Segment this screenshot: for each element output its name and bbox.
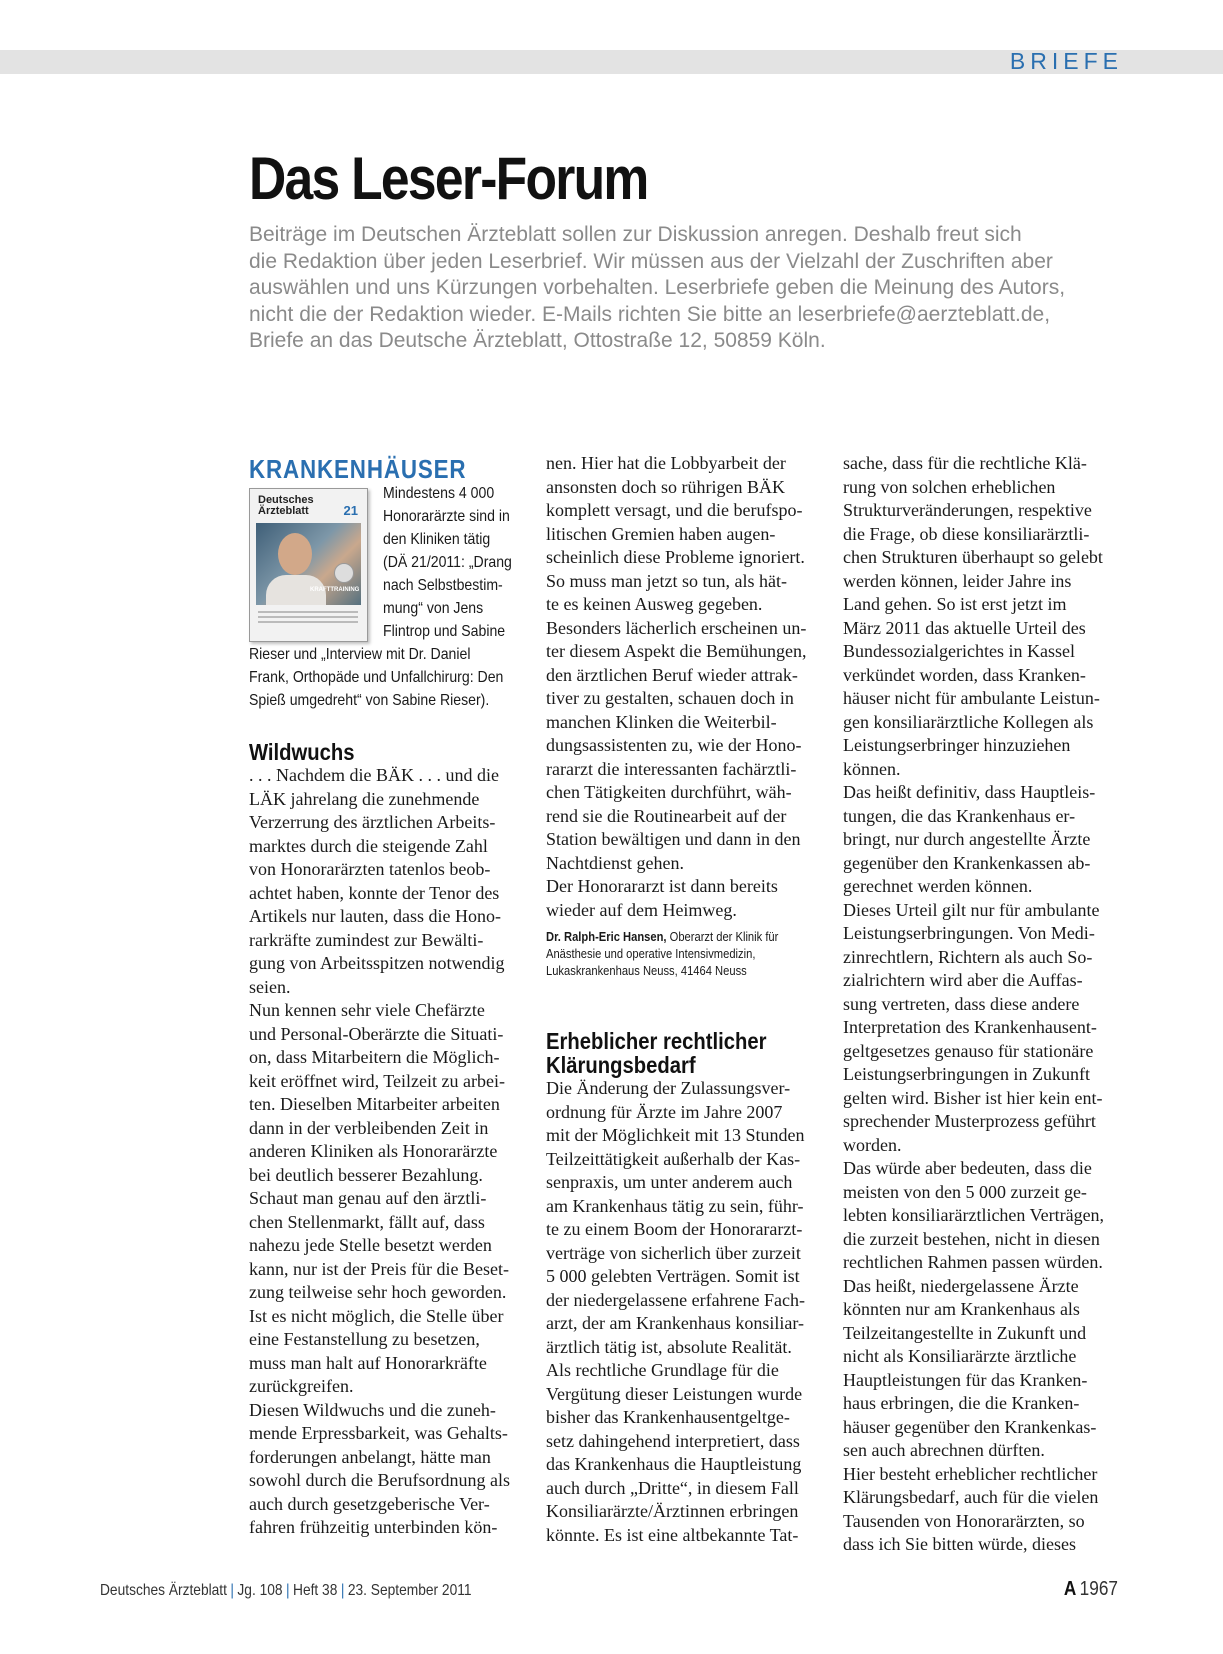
text-line: zialrichtern wird aber die Auffas- xyxy=(843,970,1083,990)
text-line: nahezu jede Stelle besetzt werden xyxy=(249,1235,492,1255)
text-line: Konsiliarärzte/Ärztinnen erbringen xyxy=(546,1501,799,1521)
text-line: mende Erpressbarkeit, was Gehalts- xyxy=(249,1423,508,1443)
page-title: Das Leser-Forum xyxy=(249,145,648,212)
text-line: te es keinen Ausweg gegeben. xyxy=(546,594,763,614)
text-line: achtet haben, konnte der Tenor des xyxy=(249,882,500,903)
text-line: gung von Arbeitsspitzen notwendig xyxy=(249,953,505,973)
cover-issue-number: 21 xyxy=(343,503,358,518)
letter-heading: Wildwuchs xyxy=(249,739,355,765)
text-line: könnten nur am Krankenhaus als xyxy=(843,1299,1080,1319)
text-line: häuser gegenüber den Krankenkas- xyxy=(843,1416,1097,1437)
text-line: zurückgreifen. xyxy=(249,1376,354,1396)
text-line: die zurzeit bestehen, nicht in diesen xyxy=(843,1228,1100,1249)
letter-body xyxy=(546,1077,821,1547)
text-line: ten. Dieselben Mitarbeiter arbeiten xyxy=(249,1094,500,1114)
intro-line: Beiträge im Deutschen Ärzteblatt sollen zur Diskussion anregen. Deshalb freut sich xyxy=(249,223,1022,246)
text-line: sen auch abrechnen dürften. xyxy=(843,1440,1045,1460)
letter-body-continued xyxy=(843,452,1123,1557)
text-line: kann, nur ist der Preis für die Beset- xyxy=(249,1258,509,1279)
text-line: Ist es nicht möglich, die Stelle über xyxy=(249,1305,504,1326)
column-1 xyxy=(249,452,524,1540)
text-line: geltgesetzes genauso für stationäre xyxy=(843,1040,1094,1061)
text-line: marktes durch die steigende Zahl xyxy=(249,835,488,856)
text-line: Das heißt, niedergelassene Ärzte xyxy=(843,1275,1079,1296)
text-line: könnte. Es ist eine altbekannte Tat- xyxy=(546,1524,799,1545)
letter-body xyxy=(249,764,524,1540)
section-label: BRIEFE xyxy=(1009,48,1123,74)
text-line: setz dahingehend interpretiert, dass xyxy=(546,1430,800,1451)
text-line: Leistungserbringungen. Von Medi- xyxy=(843,923,1095,943)
text-line: Strukturveränderungen, respektive xyxy=(843,500,1092,520)
text-line: rararzt die interessanten fachärztli- xyxy=(546,758,797,779)
text-line: ter diesem Aspekt die Bemühungen, xyxy=(546,641,807,661)
text-line: nen. Hier hat die Lobbyarbeit der xyxy=(546,453,786,473)
magazine-cover-thumbnail xyxy=(249,488,368,642)
text-line: chen Stellenmarkt, fällt auf, dass xyxy=(249,1211,485,1232)
text-line: von Honorarärzten tatenlos beob- xyxy=(249,859,491,879)
letter-signature: Dr. Ralph-Eric Hansen, Oberarzt der Klinik für Anästhesie und operative Intensivmedizin, Lukaskrankenhaus Neuss, 41464 Neuss xyxy=(546,929,779,978)
text-line: bringt, nur durch angestellte Ärzte xyxy=(843,829,1091,849)
text-line: on, dass Mitarbeitern die Möglich- xyxy=(249,1047,500,1067)
page-number: A 1967 xyxy=(1063,1578,1118,1600)
text-line: zinrechtlern, Richtern als auch So- xyxy=(843,946,1093,967)
text-line: sowohl durch die Berufsordnung als xyxy=(249,1470,510,1490)
text-line: eine Festanstellung zu besetzen, xyxy=(249,1329,480,1349)
text-line: Das würde aber bedeuten, dass die xyxy=(843,1158,1092,1178)
cover-photo-head xyxy=(278,533,312,575)
text-line: nicht als Konsiliarärzte ärztliche xyxy=(843,1346,1077,1366)
text-line: Der Honorararzt ist dann bereits xyxy=(546,876,778,896)
text-line: Schaut man genau auf den ärztli- xyxy=(249,1188,487,1208)
text-line: die Frage, ob diese konsiliarärztli- xyxy=(843,523,1090,544)
text-line: ärztlich tätig ist, absolute Realität. xyxy=(546,1336,792,1357)
text-line: ansonsten doch so rührigen BÄK xyxy=(546,476,785,497)
text-line: anderen Kliniken als Honorarärzte xyxy=(249,1141,498,1161)
cover-strapline: KRAFTTRAINING xyxy=(310,587,360,593)
text-line: Station bewältigen und dann in den xyxy=(546,829,801,849)
text-line: tiver zu gestalten, schauen doch in xyxy=(546,688,794,708)
text-line: wieder auf dem Heimweg. xyxy=(546,899,737,920)
text-line: Interpretation des Krankenhausent- xyxy=(843,1017,1097,1037)
text-line: worden. xyxy=(843,1134,902,1155)
intro-line: Briefe an das Deutsche Ärzteblatt, Ottostraße 12, 50859 Köln. xyxy=(249,329,826,352)
text-line: keit eröffnet wird, Teilzeit zu arbei- xyxy=(249,1070,505,1091)
intro-line: auswählen und uns Kürzungen vorbehalten. Leserbriefe geben die Meinung des Autors, xyxy=(249,276,1066,299)
text-line: komplett versagt, und die berufspo- xyxy=(546,500,803,520)
text-line: lebten konsiliarärztlichen Verträgen, xyxy=(843,1205,1105,1225)
text-line: So muss man jetzt so tun, als hät- xyxy=(546,570,787,591)
text-line: Teilzeittätigkeit außerhalb der Kas- xyxy=(546,1148,801,1169)
text-line: mit der Möglichkeit mit 13 Stunden xyxy=(546,1125,805,1145)
text-line: ordnung für Ärzte im Jahre 2007 xyxy=(546,1101,783,1122)
text-line: werden können, leider Jahre ins xyxy=(843,570,1072,591)
text-line: Als rechtliche Grundlage für die xyxy=(546,1360,779,1380)
text-line: rechtlichen Rahmen passen würden. xyxy=(843,1252,1103,1272)
text-line: Leistungserbringungen in Zukunft xyxy=(843,1064,1090,1084)
text-line: sung vertreten, dass diese andere xyxy=(843,993,1080,1014)
intro-line: die Redaktion über jeden Leserbrief. Wir müssen aus der Vielzahl der Zuschriften aber xyxy=(249,249,1053,273)
text-line: manchen Klinken die Weiterbil- xyxy=(546,711,777,732)
text-line: Verzerrung des ärztlichen Arbeits- xyxy=(249,812,496,832)
text-line: fahren frühzeitig unterbinden kön- xyxy=(249,1517,498,1537)
text-line: zung teilweise sehr hoch geworden. xyxy=(249,1282,507,1302)
text-line: Besonders lächerlich erscheinen un- xyxy=(546,617,807,638)
text-line: seien. xyxy=(249,976,291,997)
text-line: dungsassistenten zu, wie der Hono- xyxy=(546,735,802,755)
cover-text-lines xyxy=(258,611,358,625)
text-line: Diesen Wildwuchs und die zuneh- xyxy=(249,1399,496,1420)
text-line: Bundessozialgerichtes in Kassel xyxy=(843,641,1075,661)
reference-text-continued: Rieser und „Interview mit Dr. Daniel Frank, Orthopäde und Unfallchirurg: Den Spieß umgedreht“ von Sabine Rieser). xyxy=(249,646,504,709)
text-line: Vergütung dieser Leistungen wurde xyxy=(546,1383,803,1404)
text-line: Tausenden von Honorarärzten, so xyxy=(843,1510,1085,1531)
text-line: sache, dass für die rechtliche Klä- xyxy=(843,453,1087,473)
text-line: muss man halt auf Honorarkräfte xyxy=(249,1352,487,1373)
text-line: senpraxis, um unter anderem auch xyxy=(546,1172,793,1192)
text-line: auch durch „Dritte“, in diesem Fall xyxy=(546,1477,799,1498)
text-line: Leistungserbringer hinzuziehen xyxy=(843,735,1071,755)
text-line: sprechender Musterprozess geführt xyxy=(843,1111,1096,1131)
text-line: rend sie die Routinearbeit auf der xyxy=(546,805,787,826)
text-line: . . . Nachdem die BÄK . . . und die xyxy=(249,765,499,785)
letter-body-continued xyxy=(546,452,821,922)
column-3 xyxy=(843,452,1123,1557)
text-line: Hauptleistungen für das Kranken- xyxy=(843,1369,1088,1390)
footer-citation: Deutsches Ärzteblatt | Jg. 108 | Heft 38 | 23. September 2011 xyxy=(100,1582,472,1599)
text-line: LÄK jahrelang die zunehmende xyxy=(249,788,480,809)
text-line: te zu einem Boom der Honorararzt- xyxy=(546,1219,803,1239)
text-line: Hier besteht erheblicher rechtlicher xyxy=(843,1463,1098,1484)
text-line: scheinlich diese Probleme ignoriert. xyxy=(546,547,805,567)
text-line: chen Strukturen überhaupt so gelebt xyxy=(843,547,1103,567)
cover-title: Deutsches Ärzteblatt xyxy=(258,494,314,517)
reference-block xyxy=(249,485,524,643)
text-line: forderungen anbelangt, hätte man xyxy=(249,1446,491,1467)
text-line: und Personal-Oberärzte die Situati- xyxy=(249,1023,504,1044)
text-line: auch durch gesetzgeberische Ver- xyxy=(249,1493,490,1514)
text-line: gegenüber den Krankenkassen ab- xyxy=(843,852,1091,873)
text-line: gelten wird. Bisher ist hier kein ent- xyxy=(843,1087,1103,1108)
text-line: 5 000 gelebten Verträgen. Somit ist xyxy=(546,1266,800,1286)
text-line: chen Tätigkeiten durchführt, wäh- xyxy=(546,782,792,802)
text-line: gerechnet werden können. xyxy=(843,876,1033,896)
text-line: können. xyxy=(843,758,901,779)
text-line: Nachtdienst gehen. xyxy=(546,852,684,873)
text-line: verkündet worden, dass Kranken- xyxy=(843,664,1086,685)
text-line: bei deutlich besserer Bezahlung. xyxy=(249,1164,483,1185)
text-line: Nun kennen sehr viele Chefärzte xyxy=(249,1000,485,1020)
reference-text: Mindestens 4 000 Honorarärzte sind in den Kliniken tätig (DÄ 21/2011: „Drang nach Selbstbestim- mung“ von Jens Flintrop und Sabine xyxy=(383,485,512,640)
text-line: das Krankenhaus die Hauptleistung xyxy=(546,1454,802,1474)
intro-line: nicht die der Redaktion wieder. E-Mails richten Sie bitte an leserbriefe@aerzteblatt.de, xyxy=(249,302,1051,326)
text-line: verträge von sicherlich über zurzeit xyxy=(546,1242,801,1263)
text-line: häuser nicht für ambulante Leistun- xyxy=(843,688,1100,708)
text-line: den ärztlichen Beruf wieder attrak- xyxy=(546,664,798,685)
text-line: Das heißt definitiv, dass Hauptleis- xyxy=(843,782,1096,802)
text-line: bisher das Krankenhausentgeltge- xyxy=(546,1407,790,1427)
text-line: meisten von den 5 000 zurzeit ge- xyxy=(843,1181,1087,1202)
letter-heading: Erheblicher rechtlicher Klärungsbedarf xyxy=(546,1028,767,1078)
intro-text xyxy=(249,222,1129,355)
text-line: März 2011 das aktuelle Urteil des xyxy=(843,617,1086,638)
text-line: Artikels nur lauten, dass die Hono- xyxy=(249,906,501,926)
text-line: gen konsiliarärztliche Kollegen als xyxy=(843,711,1094,732)
text-line: dann in der verbleibenden Zeit in xyxy=(249,1117,489,1138)
text-line: arzt, der am Krankenhaus konsiliar- xyxy=(546,1313,805,1333)
text-line: haus erbringen, die die Kranken- xyxy=(843,1393,1080,1413)
text-line: dass ich Sie bitten würde, dieses xyxy=(843,1534,1076,1554)
text-line: Die Änderung der Zulassungsver- xyxy=(546,1078,791,1098)
text-line: Teilzeitangestellte in Zukunft und xyxy=(843,1322,1087,1343)
text-line: rarkräfte zumindest zur Bewälti- xyxy=(249,929,484,950)
text-line: Dieses Urteil gilt nur für ambulante xyxy=(843,899,1100,920)
column-2 xyxy=(546,452,821,1547)
text-line: litischen Gremien haben augen- xyxy=(546,523,776,544)
text-line: Klärungsbedarf, auch für die vielen xyxy=(843,1487,1099,1507)
text-line: tungen, die das Krankenhaus er- xyxy=(843,805,1076,826)
text-line: rung von solchen erheblichen xyxy=(843,476,1056,497)
topic-heading: KRANKENHÄUSER xyxy=(249,454,467,484)
text-line: Land gehen. So ist erst jetzt im xyxy=(843,594,1067,614)
text-line: der niedergelassene erfahrene Fach- xyxy=(546,1289,806,1310)
text-line: am Krankenhaus tätig zu sein, führ- xyxy=(546,1195,804,1216)
